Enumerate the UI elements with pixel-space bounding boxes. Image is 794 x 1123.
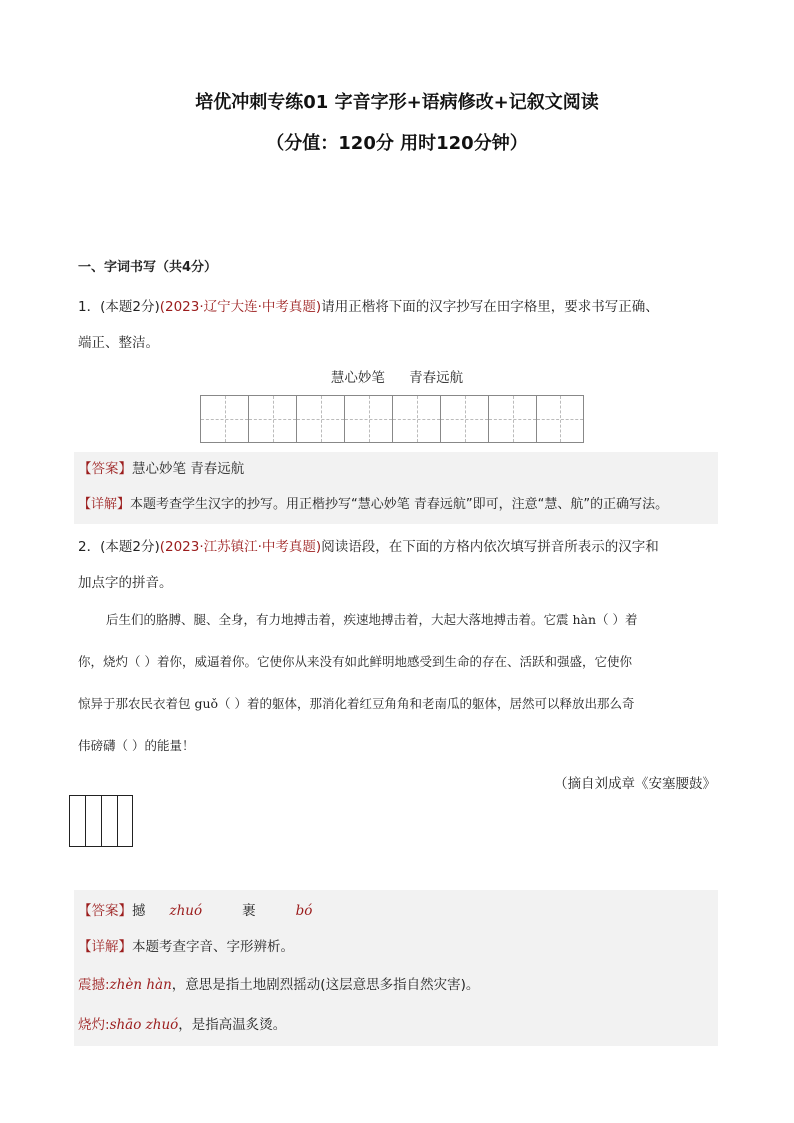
answer-boxes[interactable] (69, 795, 133, 847)
q2-answer-3: 裹 (242, 903, 256, 919)
tianzige-cell[interactable] (200, 395, 248, 443)
note1-pinyin: zhèn hàn (109, 977, 172, 993)
tianzige-cell[interactable] (248, 395, 296, 443)
note1-text: ，意思是指土地剧烈摇动(这层意思多指自然灾害)。 (171, 977, 480, 993)
q2-answer-2: zhuó (169, 903, 203, 919)
q1-source: (2023·辽宁大连·中考真题) (159, 299, 322, 315)
q1-words (0, 366, 794, 386)
tianzige-cell[interactable] (488, 395, 536, 443)
q2-source: (2023·江苏镇江·中考真题) (159, 539, 322, 555)
q1-text-line1 (78, 296, 659, 318)
q1-word-2: 青春远航 (409, 370, 464, 386)
tianzige-cell[interactable] (344, 395, 392, 443)
tianzige-cell[interactable] (536, 395, 584, 443)
tianzige-cell[interactable] (392, 395, 440, 443)
note2-text: ，是指高温炙烫。 (178, 1017, 287, 1033)
q2-answer-row (78, 900, 312, 922)
document-title: 培优冲刺专练01 字音字形+语病修改+记叙文阅读 (195, 92, 599, 113)
passage-line: 惊异于那农民衣着包 guǒ（ ）着的躯体，那消化着红豆角角和老南瓜的躯体，居然可以释放出那么奇 (78, 696, 635, 711)
passage-line: 后生们的胳膊、腿、全身，有力地搏击着，疾速地搏击着，大起大落地搏击着。它震 hàn（ ）着 (106, 612, 638, 627)
q1-question: 请用正楷将下面的汉字抄写在田字格里，要求书写正确、 (321, 299, 659, 315)
q1-answer-row (78, 458, 244, 480)
answer-box[interactable] (101, 795, 117, 847)
q1-prefix: 1．(本题2分) (78, 299, 160, 315)
q1-text-line2: 端正、整洁。 (78, 335, 159, 351)
passage-line: 伟磅礴（ ）的能量！ (78, 738, 195, 753)
note1-word: 震撼: (78, 977, 110, 993)
q2-answer-1: 撼 (132, 903, 146, 919)
detail-tag: 【详解】 (78, 939, 132, 955)
note2-word: 烧灼: (78, 1017, 110, 1033)
document-subtitle: （分值：120分 用时120分钟） (266, 133, 528, 154)
section-heading: 一、字词书写（共4分） (78, 260, 218, 275)
q1-detail-row (78, 494, 668, 516)
note2-pinyin: shāo zhuó (109, 1017, 179, 1033)
q2-answer-4: bó (295, 903, 313, 919)
answer-tag: 【答案】 (78, 903, 132, 919)
excerpt-source: （摘自刘成章《安塞腰鼓》 (554, 776, 716, 792)
tianzige-cell[interactable] (296, 395, 344, 443)
tianzige-cell[interactable] (440, 395, 488, 443)
q2-text-line1 (78, 536, 659, 558)
q1-answer: 慧心妙笔 青春远航 (132, 461, 245, 477)
q2-note-1 (78, 974, 479, 996)
q2-text-line2: 加点字的拼音。 (78, 575, 173, 591)
answer-box[interactable] (117, 795, 133, 847)
answer-box[interactable] (85, 795, 101, 847)
q2-note-2 (78, 1014, 286, 1036)
tianzige-grid[interactable] (200, 395, 584, 443)
q1-detail: 本题考查学生汉字的抄写。用正楷抄写“慧心妙笔 青春远航”即可，注意“慧、航”的正确写法。 (130, 497, 669, 512)
q2-detail-row (78, 936, 294, 958)
passage-line: 你，烧灼（ ）着你，威逼着你。它使你从来没有如此鲜明地感受到生命的存在、活跃和强盛，它使你 (78, 654, 632, 669)
answer-tag: 【答案】 (78, 461, 132, 477)
q2-question: 阅读语段，在下面的方格内依次填写拼音所表示的汉字和 (321, 539, 659, 555)
q1-word-1: 慧心妙笔 (330, 370, 385, 386)
q2-detail: 本题考查字音、字形辨析。 (132, 939, 294, 955)
detail-tag: 【详解】 (78, 497, 131, 512)
q2-prefix: 2．(本题2分) (78, 539, 160, 555)
answer-box[interactable] (69, 795, 85, 847)
